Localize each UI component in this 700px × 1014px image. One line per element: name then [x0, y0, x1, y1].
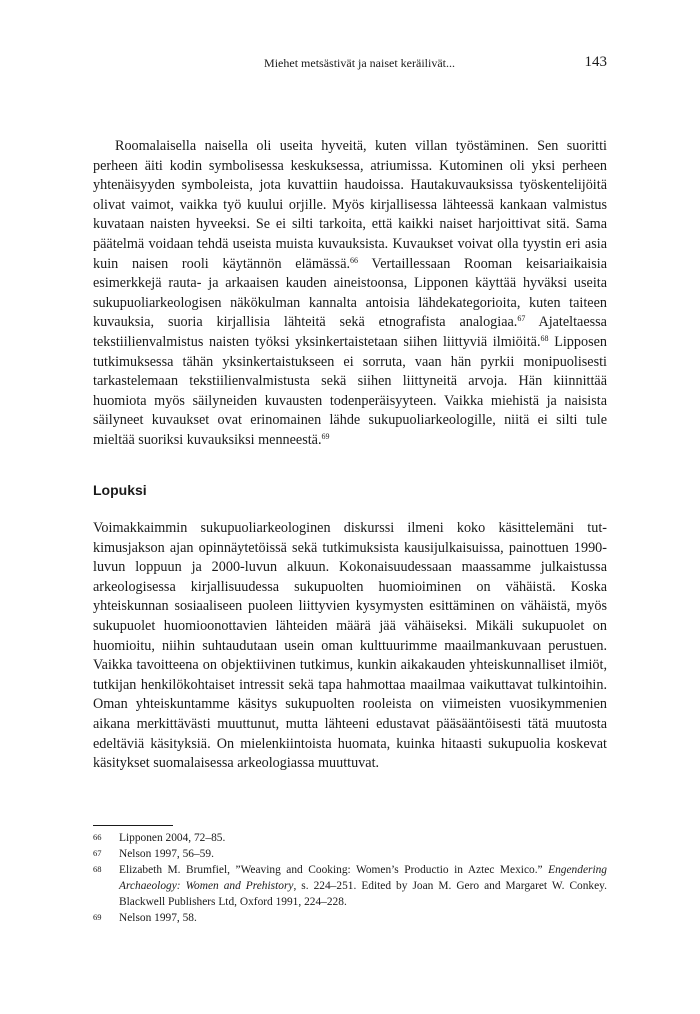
- footnote-text: Nelson 1997, 58.: [119, 912, 197, 924]
- footnote-reference[interactable]: 67: [517, 314, 526, 324]
- paragraph-text: Lipposen tutkimuksessa tähän yksinkertaistukseen ei sorruta, vaan hän pyrkii monipuolisesti tarkastelemaan tekstiilienvalmistusta sekä siihen liittyneitä arvoja. Hän kiinnittää huomiota myös säilyneiden kuvausten todenperäisyyteen. Vaikka miehistä ja naisista säilyneet kuvaukset ovat erinomainen lähde sukupuoliarkeologille, niitä ei silti tule mieltää suoriksi kuvauksiksi menneestä.: [93, 333, 607, 448]
- footnote-text-part: Elizabeth M. Brumfiel, ”Weaving and Cooking: Women’s Productio in Aztec Mexico.”: [119, 864, 549, 876]
- footnote-number: 67: [93, 848, 102, 858]
- paragraph-text: Vertaillessaan Rooman keisariaikaisia esimerkkejä rauta- ja arkaaisen kauden aineistoonsa, Lipponen käyttää hyväksi useita sukupuoliarkeologisen näkökulman kannalta antoisia lähdekategorioita, kuten taiteen kuvauksia, suoria kirjallisia lähteitä sekä etnografista analogiaa.: [93, 255, 607, 331]
- footnote-text: Lipponen 2004, 72–85.: [119, 832, 226, 844]
- footnote: [93, 862, 607, 910]
- footnote-text: Nelson 1997, 56–59.: [119, 848, 214, 860]
- footnote-book-title: Engendering Archaeology: Women and Prehistory: [119, 864, 607, 892]
- paragraph-text: Roomalaisella naisella oli useita hyveitä, kuten villan työstäminen. Sen suoritti perheen äiti kodin symbolisessa keskuksessa, atriumissa. Kutominen oli yksi perheen yhtenäisyyden symboleista, jota kuvattiin haudoissa. Hautakuvauksissa työskentelijöitä olivat vaimot, vaikka työ kuului orjille. Myös kirjallisessa lähteessä kankaan valmistus kuvataan naisten hyveeksi. Se ei silti tarkoita, että kaikki naiset harjoittivat sitä. Sama päätelmä voidaan tehdä useista muista kuvauksista. Kuvaukset voivat olla tyystin eri asia kuin naisen rooli käytännön elämässä.: [93, 138, 607, 272]
- footnote-text: [119, 864, 607, 908]
- footnote-reference[interactable]: 68: [540, 333, 549, 343]
- footnote-number: 69: [93, 912, 102, 922]
- footnote-reference[interactable]: 69: [321, 431, 330, 441]
- page-number: 143: [584, 54, 607, 70]
- footnotes-list: [93, 830, 607, 926]
- body-paragraph: [93, 137, 607, 451]
- paragraph-text: Ajateltaessa tekstiilienvalmistus naisten työksi yksinkertaistetaan siihen liittyviä ilmiöitä.: [93, 314, 607, 350]
- footnote-number: 68: [93, 864, 102, 874]
- section-heading: Lopuksi: [93, 482, 147, 498]
- section-paragraph: Voimakkaimmin sukupuoliarkeologinen diskurssi ilmeni koko käsittelemäni tutkimusjakson ajan opinnäytetöissä sekä tutkimuksista kausijulkaisuissa, painottuen 1990-luvun loppuun ja 2000-luvun alkuun. Kokonaisuudessaan maassamme julkaistussa arkeologisessa kirjallisuudessa sukupuolten huomioiminen on vähäistä. Koska yhteiskunnan sosiaaliseen puoleen liittyvien kysymysten esittäminen on vähäistä, myös sukupuolet huomioonottavien lähteiden määrä jää vähäiseksi. Mikäli sukupuolet on huomioitu, niihin suhtaudutaan usein oman kulttuurimme maailmankuvaan perustuen. Vaikka tavoitteena on objektiivinen tutkimus, kunkin aikakauden yhteiskunnalliset ilmiöt, tutkijan henkilökohtaiset intressit sekä tapa hahmottaa maailmaa vaikuttavat tulkintoihin. Oman yhteiskuntamme käsitys sukupuolten rooleista on viimeisten vuosikymmenien aikana merkittävästi muuttunut, mutta lähteeni edustavat pääsääntöisesti tätä muutosta edeltäviä käsityksiä. On mielenkiintoista huomata, kuinka hitaasti sukupuolia koskevat käsitykset suomalaisessa arkeologiassa muuttuvat.: [93, 520, 607, 772]
- footnote-text-part: , s. 224–251. Edited by Joan M. Gero and Margaret W. Conkey. Blackwell Publishers Ltd, Oxford 1991, 224–228.: [119, 880, 607, 908]
- footnote-separator: [93, 825, 173, 826]
- footnote-number: 66: [93, 832, 102, 842]
- footnote: [93, 830, 607, 846]
- footnote: [93, 910, 607, 926]
- footnote-reference[interactable]: 66: [350, 255, 359, 265]
- running-title: Miehet metsästivät ja naiset keräilivät...: [264, 56, 455, 70]
- footnote: [93, 846, 607, 862]
